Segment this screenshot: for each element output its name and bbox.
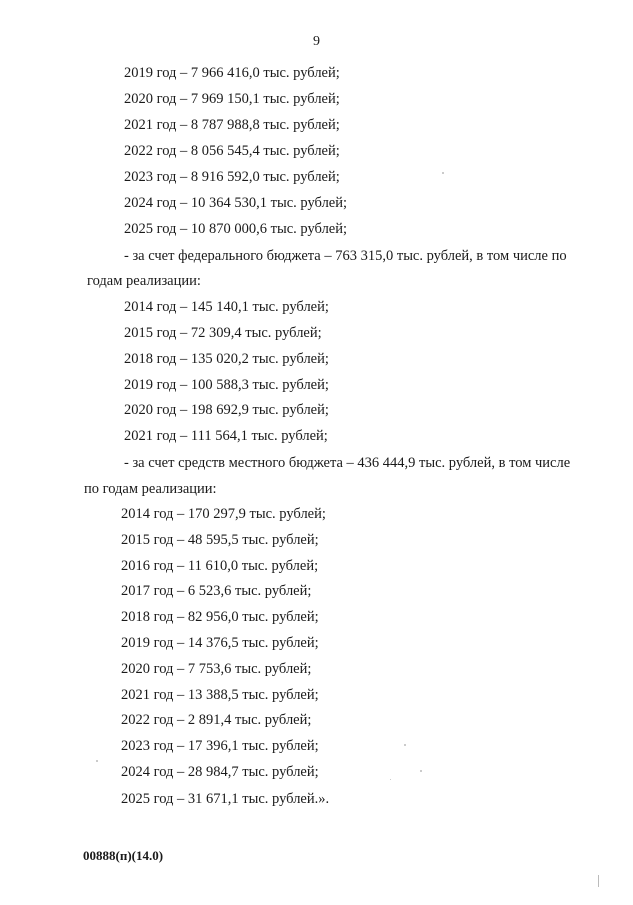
scan-speck	[442, 172, 444, 174]
list-item: 2024 год – 10 364 530,1 тыс. рублей;	[124, 195, 348, 211]
list-item: 2025 год – 31 671,1 тыс. рублей.».	[121, 791, 330, 807]
list-item: 2023 год – 8 916 592,0 тыс. рублей;	[124, 169, 340, 185]
scan-speck	[390, 779, 391, 780]
list-item: 2015 год – 72 309,4 тыс. рублей;	[124, 325, 322, 341]
list-item: 2016 год – 11 610,0 тыс. рублей;	[121, 558, 319, 574]
list-item: 2014 год – 170 297,9 тыс. рублей;	[121, 506, 326, 522]
list-item: 2015 год – 48 595,5 тыс. рублей;	[121, 532, 319, 548]
list-item: 2020 год – 198 692,9 тыс. рублей;	[124, 402, 329, 418]
scan-speck	[420, 770, 422, 772]
list-item: 2022 год – 8 056 545,4 тыс. рублей;	[124, 143, 340, 159]
scan-speck	[96, 760, 98, 762]
list-item: 2019 год – 100 588,3 тыс. рублей;	[124, 377, 329, 393]
document-code: 00888(п)(14.0)	[83, 848, 164, 863]
scan-speck	[404, 744, 406, 746]
list-item: 2021 год – 13 388,5 тыс. рублей;	[121, 687, 319, 703]
page-number: 9	[313, 34, 320, 49]
scan-speck	[598, 875, 599, 887]
list-item: 2019 год – 14 376,5 тыс. рублей;	[121, 635, 319, 651]
federal-budget-paragraph-line2: годам реализации:	[87, 273, 201, 289]
list-item: 2019 год – 7 966 416,0 тыс. рублей;	[124, 65, 340, 81]
federal-budget-paragraph-line1: - за счет федерального бюджета – 763 315,0 тыс. рублей, в том числе по	[124, 248, 567, 264]
list-item: 2024 год – 28 984,7 тыс. рублей;	[121, 764, 319, 780]
list-item: 2023 год – 17 396,1 тыс. рублей;	[121, 738, 319, 754]
list-item: 2025 год – 10 870 000,6 тыс. рублей;	[124, 221, 348, 237]
local-budget-paragraph-line1: - за счет средств местного бюджета – 436 444,9 тыс. рублей, в том числе	[124, 455, 571, 471]
list-item: 2020 год – 7 969 150,1 тыс. рублей;	[124, 91, 340, 107]
list-item: 2020 год – 7 753,6 тыс. рублей;	[121, 661, 312, 677]
list-item: 2021 год – 111 564,1 тыс. рублей;	[124, 428, 328, 444]
local-budget-paragraph-line2: по годам реализации:	[84, 481, 217, 497]
list-item: 2017 год – 6 523,6 тыс. рублей;	[121, 583, 312, 599]
list-item: 2018 год – 135 020,2 тыс. рублей;	[124, 351, 329, 367]
list-item: 2022 год – 2 891,4 тыс. рублей;	[121, 712, 312, 728]
list-item: 2021 год – 8 787 988,8 тыс. рублей;	[124, 117, 340, 133]
list-item: 2014 год – 145 140,1 тыс. рублей;	[124, 299, 329, 315]
list-item: 2018 год – 82 956,0 тыс. рублей;	[121, 609, 319, 625]
